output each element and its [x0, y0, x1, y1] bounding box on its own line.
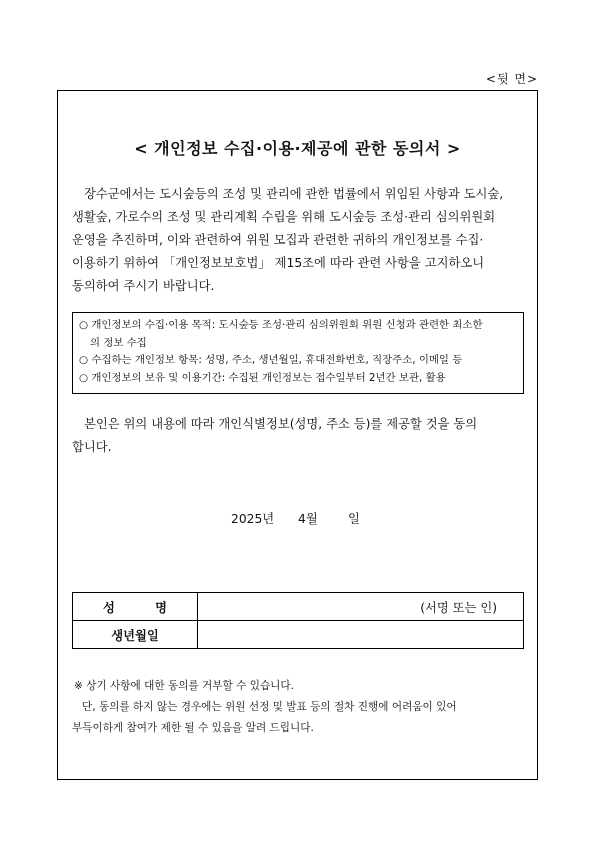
intro-paragraph — [72, 183, 524, 298]
intro-line: 운영을 추진하며, 이와 관련하여 위원 모집과 관련한 귀하의 개인정보를 수집· — [72, 233, 484, 247]
form-title: < 개인정보 수집·이용·제공에 관한 동의서 > — [134, 139, 461, 158]
note-line: 부득이하게 참여가 제한 될 수 있음을 알려 드립니다. — [72, 722, 314, 734]
consent-line: 합니다. — [72, 440, 112, 454]
note-line: ※ 상기 사항에 대한 동의를 거부할 수 있습니다. — [74, 680, 295, 692]
name-label: 성 명 — [73, 593, 198, 621]
note-line: 단, 동의를 하지 않는 경우에는 위원 선정 및 발표 등의 절차 진행에 어려움이 있어 — [82, 701, 457, 713]
intro-line: 동의하여 주시기 바랍니다. — [72, 279, 215, 293]
page-label: <뒷 면> — [485, 72, 538, 86]
birth-label: 생년월일 — [73, 621, 198, 649]
intro-line: 이용하기 위하여 「개인정보보호법」 제15조에 따라 관련 사항을 고지하오니 — [72, 256, 485, 270]
date-day: 일 — [348, 512, 360, 526]
table-row — [73, 621, 524, 649]
intro-line: 생활숲, 가로수의 조성 및 관리계획 수립을 위해 도시숲등 조성·관리 심의위원회 — [72, 210, 496, 224]
birth-field[interactable] — [198, 621, 524, 649]
info-item-purpose-cont: 의 정보 수집 — [90, 336, 147, 349]
name-field[interactable]: (서명 또는 인) — [198, 593, 524, 621]
date-month: 4월 — [298, 512, 318, 526]
consent-statement — [72, 413, 524, 459]
info-item-retention: ○ 개인정보의 보유 및 이용기간: 수집된 개인정보는 접수일부터 2년간 보관, 활용 — [79, 371, 446, 384]
consent-line: 본인은 위의 내용에 따라 개인식별정보(성명, 주소 등)를 제공할 것을 동의 — [84, 417, 478, 431]
signature-table — [72, 592, 524, 649]
intro-line: 장수군에서는 도시숲등의 조성 및 관리에 관한 법률에서 위임된 사항과 도시숲, — [84, 187, 504, 201]
date-year: 2025년 — [231, 512, 275, 526]
notes — [72, 676, 524, 739]
table-row — [73, 593, 524, 621]
info-item-fields: ○ 수집하는 개인정보 항목: 성명, 주소, 생년월일, 휴대전화번호, 직장주소, 이메일 등 — [79, 354, 463, 366]
info-item-purpose: ○ 개인정보의 수집·이용 목적: 도시숲등 조성·관리 심의위원회 위원 신청과 관련한 최소한 — [79, 319, 483, 331]
info-box — [72, 312, 524, 394]
consent-form — [57, 90, 538, 780]
